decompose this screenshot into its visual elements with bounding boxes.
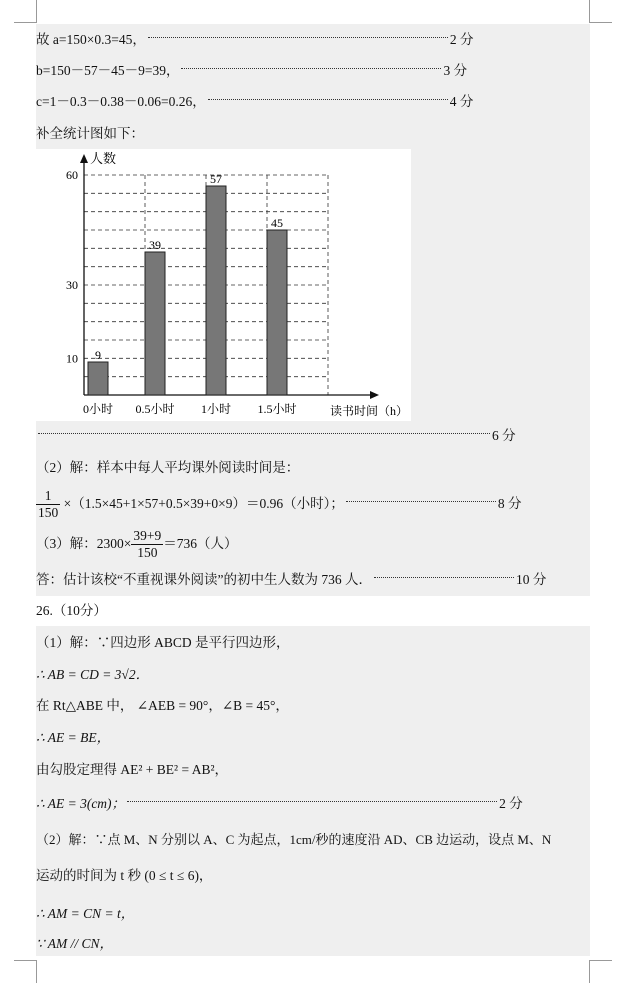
bar-value-label: 9 xyxy=(95,348,101,362)
line-26-5: 由勾股定理得 AE² + BE² = AB²， xyxy=(36,762,228,777)
line-average-time: $\frac{1}{150}$ ×（1.5×45+1×57+0.5×39+0×9）＝0.96（小时）； 8 分 xyxy=(38,488,522,521)
x-tick-label: 1小时 xyxy=(200,402,232,416)
y-tick-label: 30 xyxy=(66,278,78,292)
line-26-8: 运动的时间为 t 秒 (0 ≤ t ≤ 6)， xyxy=(36,868,213,883)
line-part3: （3）解：2300× $\frac{39+9}{150}$ ＝736（人） xyxy=(36,528,238,561)
x-axis-label: 读书时间（h） xyxy=(330,404,409,418)
y-axis-arrow xyxy=(80,154,88,163)
bar xyxy=(88,362,108,395)
leader-dots xyxy=(38,433,490,434)
line-chart-intro: 补全统计图如下： xyxy=(36,126,144,141)
question-26-header: 26.（10分） xyxy=(36,603,107,618)
bar-value-label: 57 xyxy=(210,172,222,186)
bar xyxy=(206,186,226,395)
line-26-3: 在 Rt△ABE 中， ∠AEB = 90°，∠B = 45°， xyxy=(36,698,289,713)
line-chart-score: 6 分 xyxy=(36,426,590,446)
crop-mark-top-right xyxy=(589,0,612,23)
bar-chart xyxy=(36,149,411,421)
x-tick-label: 0.5小时 xyxy=(135,402,175,416)
fraction-1-150: $\frac{1}{150}$ xyxy=(38,488,59,521)
line-26-9: ∴ AM = CN = t， xyxy=(36,906,135,921)
x-tick-label: 1.5小时 xyxy=(257,402,297,416)
bar xyxy=(145,252,165,395)
bar xyxy=(267,230,287,395)
line-26-4: ∴ AE = BE， xyxy=(36,730,111,745)
crop-mark-bottom-left xyxy=(14,960,37,983)
line-26-7: （2）解：∵点 M、N 分别以 A、C 为起点，1cm/秒的速度沿 AD、CB 边运动，设点 M、N xyxy=(36,832,552,847)
y-axis-label: 人数 xyxy=(90,151,117,166)
line-26-2: ∴ AB = CD = 3√2． xyxy=(36,667,150,682)
line-26-1: （1）解：∵四边形 ABCD 是平行四边形， xyxy=(36,635,290,650)
crop-mark-bottom-right xyxy=(589,960,612,983)
leader-dots xyxy=(127,801,497,802)
y-tick-label: 60 xyxy=(66,168,78,182)
fraction-48-150: $\frac{39+9}{150}$ xyxy=(133,528,162,561)
line-b: b=150－57－45－9=39， 3 分 xyxy=(36,63,468,78)
line-c: c=1－0.3－0.38－0.06=0.26， 4 分 xyxy=(36,94,474,109)
line-a: 故 a=150×0.3=45， 2 分 xyxy=(36,32,474,47)
x-axis-arrow xyxy=(370,391,379,399)
leader-dots xyxy=(374,577,514,578)
line-26-6: ∴ AE = 3(cm)； 2 分 xyxy=(36,796,523,811)
bar-value-label: 45 xyxy=(271,216,283,230)
bar-chart-svg xyxy=(36,149,411,421)
bar-value-label: 39 xyxy=(149,238,161,252)
line-part2-title: （2）解：样本中每人平均课外阅读时间是： xyxy=(36,460,300,475)
line-26-10: ∵ AM // CN， xyxy=(36,936,113,951)
y-tick-label: 10 xyxy=(66,351,78,366)
leader-dots xyxy=(148,37,448,38)
leader-dots xyxy=(181,68,441,69)
crop-mark-top-left xyxy=(14,0,37,23)
leader-dots xyxy=(208,99,448,100)
leader-dots xyxy=(346,501,496,502)
line-answer: 答：估计该校“不重视课外阅读”的初中生人数为 736 人． 10 分 xyxy=(36,572,547,587)
x-tick-label: 0小时 xyxy=(82,402,114,416)
